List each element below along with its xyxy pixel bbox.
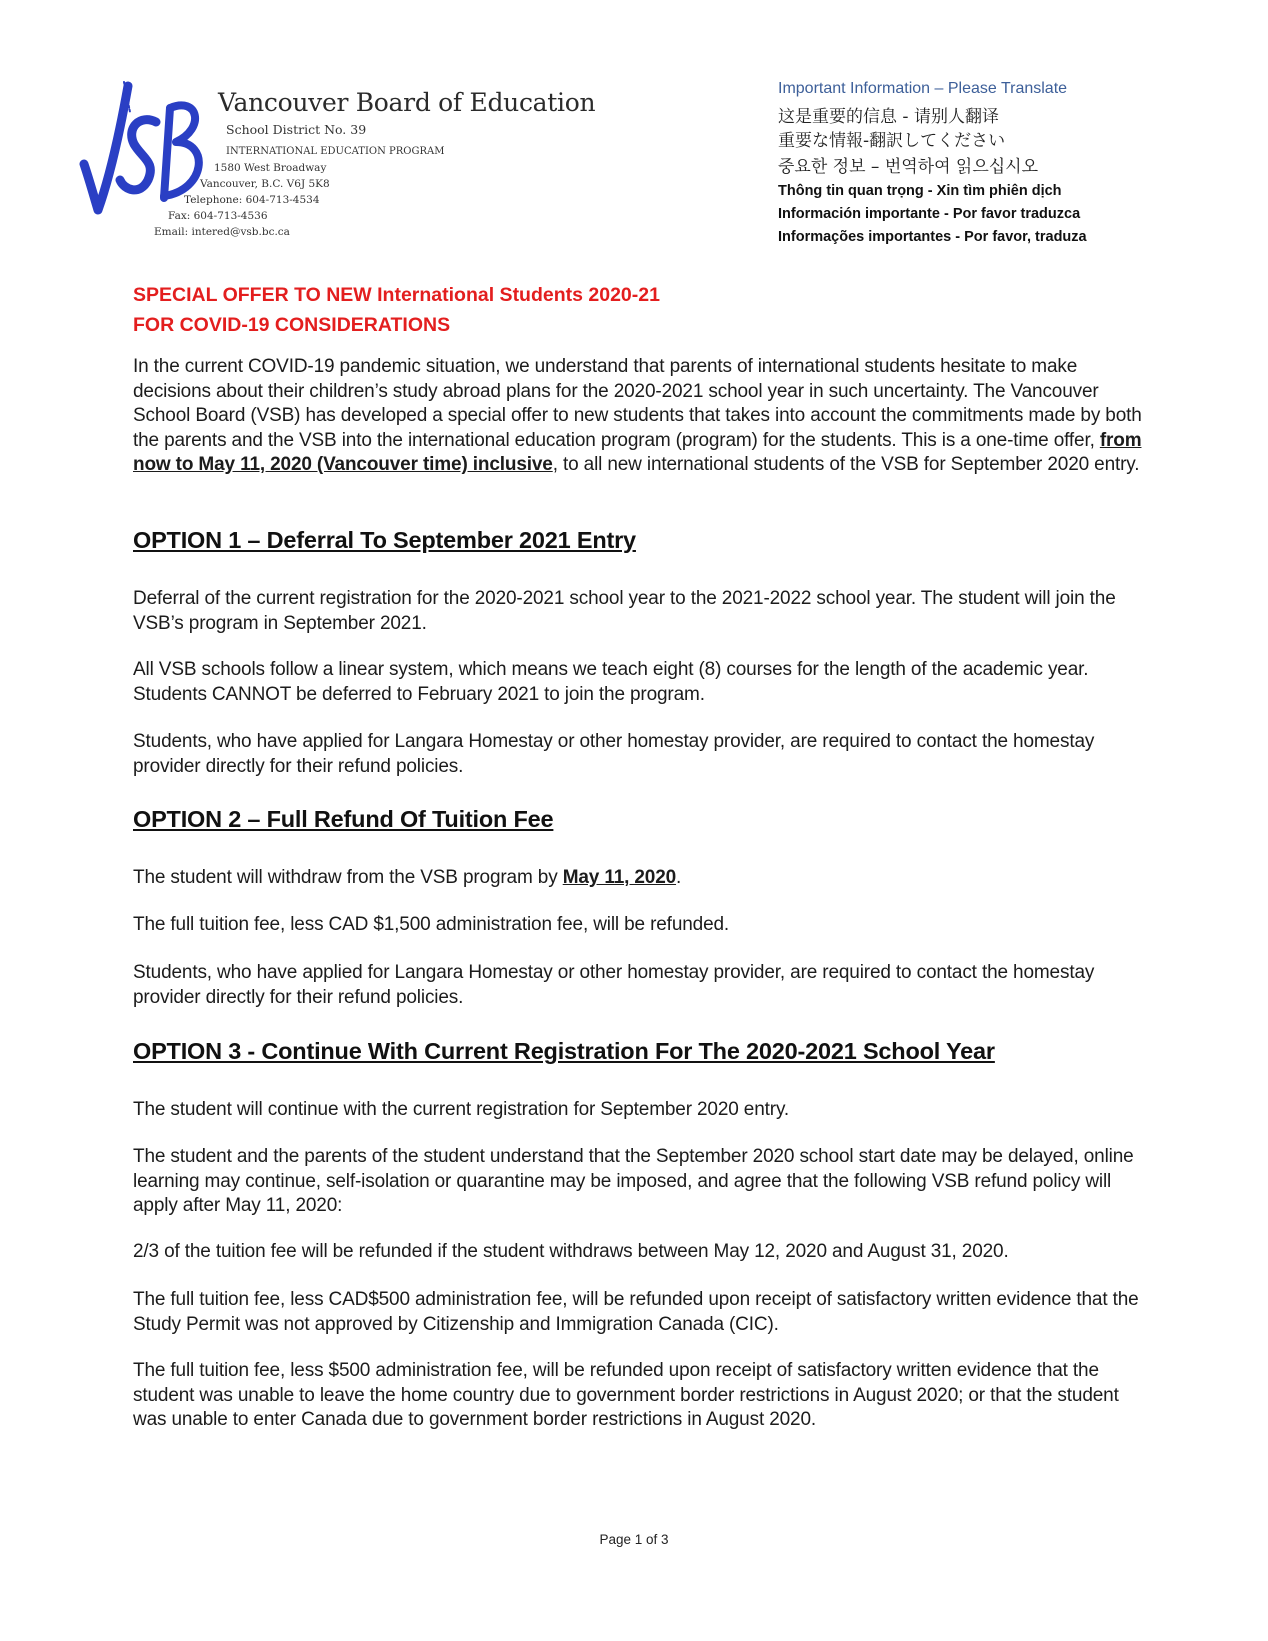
withdraw-text: The student will withdraw from the VSB program by (133, 867, 563, 888)
headline-line-2: FOR COVID-19 CONSIDERATIONS (133, 314, 451, 336)
option-3-heading: OPTION 3 - Continue With Current Registration For The 2020-2021 School Year (133, 1038, 995, 1064)
translate-japanese: 重要な情報-翻訳してください (778, 131, 1006, 151)
option-1-paragraph: Students, who have applied for Langara Homestay or other homestay provider, are required to contact the homestay provider directly for their refund policies. (133, 731, 1095, 777)
option-3-paragraph: The full tuition fee, less $500 administration fee, will be refunded upon receipt of satisfactory written evidence that the student was unable to leave the home country due to government border restrictions in August 2020; or that the student was unable to enter Canada due to government border restrictions in August 2020. (133, 1360, 1119, 1430)
option-3-paragraph: 2/3 of the tuition fee will be refunded if the student withdraws between May 12, 2020 and August 31, 2020. (133, 1241, 1009, 1262)
school-district: School District No. 39 (226, 122, 367, 137)
intro-text: In the current COVID-19 pandemic situation, we understand that parents of international students hesitate to make decisions about their children’s study abroad plans for the 2020-2021 school year in such uncertainty. The Vancouver School Board (VSB) has developed a special offer to new students that takes into account the commitments made by both the parents and the VSB into the international education program (program) for the students. This is a one-time offer, (133, 356, 1142, 451)
fax: Fax: 604-713-4536 (168, 210, 268, 222)
telephone: Telephone: 604-713-4534 (184, 194, 320, 206)
option-2-heading: OPTION 2 – Full Refund Of Tuition Fee (133, 806, 554, 832)
option-3-paragraph: The student will continue with the current registration for September 2020 entry. (133, 1099, 790, 1120)
withdraw-text-end: . (676, 867, 682, 888)
withdraw-date: May 11, 2020 (562, 867, 677, 888)
headline-line-1: SPECIAL OFFER TO NEW International Students 2020-21 (133, 284, 660, 306)
intro-paragraph (133, 355, 1143, 478)
option-3-paragraph: The full tuition fee, less CAD$500 administration fee, will be refunded upon receipt of satisfactory written evidence that the Study Permit was not approved by Citizenship and Immigration Canada (CIC). (133, 1289, 1139, 1335)
option-3-paragraph: The student and the parents of the student understand that the September 2020 school start date may be delayed, online learning may continue, self-isolation or quarantine may be imposed, and agree that the following VSB refund policy will apply after May 11, 2020: (133, 1146, 1134, 1216)
option-2-paragraph (133, 866, 1143, 891)
organization-name: Vancouver Board of Education (218, 88, 596, 117)
email: Email: intered@vsb.bc.ca (154, 226, 290, 238)
translate-spanish: Información importante - Por favor traduzca (778, 206, 1081, 222)
offer-headline (133, 280, 660, 340)
address-line-2: Vancouver, B.C. V6J 5K8 (200, 178, 330, 190)
translate-english: Important Information – Please Translate (778, 80, 1068, 97)
translate-vietnamese: Thông tin quan trọng - Xin tìm phiên dịch (778, 183, 1062, 199)
option-2-paragraph: Students, who have applied for Langara Homestay or other homestay provider, are required to contact the homestay provider directly for their refund policies. (133, 962, 1095, 1008)
option-2-paragraph: The full tuition fee, less CAD $1,500 administration fee, will be refunded. (133, 914, 730, 935)
option-1-paragraph: Deferral of the current registration for the 2020-2021 school year to the 2021-2022 school year. The student will join the VSB’s program in September 2021. (133, 588, 1116, 634)
translate-portuguese: Informações importantes - Por favor, traduza (778, 229, 1087, 245)
option-1-paragraph: All VSB schools follow a linear system, which means we teach eight (8) courses for the length of the academic year. Students CANNOT be deferred to February 2021 to join the program. (133, 659, 1089, 705)
translate-korean: 중요한 정보 – 번역하여 읽으십시오 (778, 157, 1039, 177)
address-line-1: 1580 West Broadway (214, 162, 327, 174)
translate-chinese: 这是重要的信息 - 请别人翻译 (778, 107, 999, 127)
option-1-heading: OPTION 1 – Deferral To September 2021 Entry (133, 527, 636, 553)
program-name: INTERNATIONAL EDUCATION PROGRAM (226, 146, 445, 157)
offer-deadline: from now to May 11, 2020 (Vancouver time) inclusive (133, 429, 1142, 475)
intro-text-end: , to all new international students of the VSB for September 2020 entry. (552, 454, 1140, 475)
page-number: Page 1 of 3 (599, 1532, 669, 1547)
